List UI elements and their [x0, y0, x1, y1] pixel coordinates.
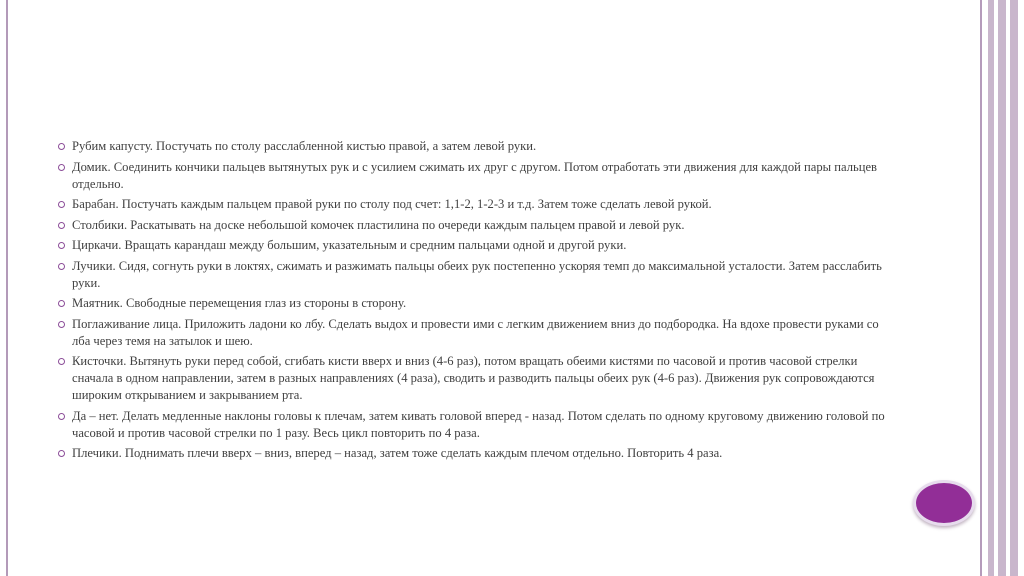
exercise-list: [58, 138, 888, 462]
list-item-text: Столбики. Раскатывать на доске небольшой комочек пластилина по очереди каждым пальцем правой и левой рук.: [72, 217, 685, 232]
bullet-icon: [58, 164, 65, 171]
list-item: [58, 258, 888, 292]
list-item-text: Плечики. Поднимать плечи вверх – вниз, вперед – назад, затем тоже сделать каждым плечом отдельно. Повторить 4 раза.: [72, 446, 723, 460]
list-item-text: Поглаживание лица. Приложить ладони ко лбу. Сделать выдох и провести ими с легким движением вниз до подбородка. На вдохе провести руками со лба через темя на затылок и шею.: [72, 316, 879, 348]
list-item-text: Кисточки. Вытянуть руки перед собой, сгибать кисти вверх и вниз (4-6 раз), потом вращать обеими кистями по часовой и против часовой стрелки сначала в одном направлении, затем в разных направлениях (4 раза), сводить и разводить пальцы обеих рук (4-6 раз). Движения рук сопровождаются широким открыванием и закрыванием рта.: [72, 354, 875, 402]
band-stripe: [1010, 0, 1018, 576]
list-item: [58, 408, 888, 442]
list-item: [58, 353, 888, 404]
list-item: [58, 159, 888, 193]
bullet-icon: [58, 263, 65, 270]
bullet-icon: [58, 450, 65, 457]
purple-circle-button[interactable]: [913, 480, 975, 526]
left-border-line: [6, 0, 8, 576]
bullet-icon: [58, 201, 65, 208]
bullet-icon: [58, 358, 65, 365]
bullet-icon: [58, 413, 65, 420]
list-item: [58, 138, 888, 155]
band-stripe: [998, 0, 1006, 576]
list-item-text: Домик. Соединить кончики пальцев вытянутых рук и с усилием сжимать их друг с другом. Потом отработать эти движения для каждой пары пальцев отдельно.: [72, 159, 878, 191]
bullet-icon: [58, 222, 65, 229]
bullet-icon: [58, 143, 65, 150]
list-item-text: Да – нет. Делать медленные наклоны головы к плечам, затем кивать головой вперед - назад. Потом сделать по одному круговому движению головой по часовой и против часовой стрелки по 1 разу. Весь цикл повторить по 4 раза.: [72, 408, 885, 440]
list-item: [58, 217, 888, 234]
list-item-text: Маятник. Свободные перемещения глаз из стороны в сторону.: [72, 296, 407, 310]
slide-content: [58, 138, 888, 466]
bullet-icon: [58, 242, 65, 249]
list-item: [58, 196, 888, 213]
list-item: [58, 295, 888, 312]
bullet-icon: [58, 300, 65, 307]
band-stripe: [1018, 0, 1024, 576]
list-item: [58, 316, 888, 350]
band-stripe: [980, 0, 982, 576]
list-item-text: Барабан. Постучать каждым пальцем правой руки по столу под счет: 1,1-2, 1-2-3 и т.д. Затем тоже сделать левой рукой.: [72, 197, 712, 211]
bullet-icon: [58, 321, 65, 328]
list-item: [58, 445, 888, 462]
list-item-text: Лучики. Сидя, согнуть руки в локтях, сжимать и разжимать пальцы обеих рук постепенно ускоряя темп до максимальной усталости. Затем расслабить руки.: [72, 258, 882, 290]
list-item: [58, 237, 888, 254]
list-item-text: Рубим капусту. Постучать по столу расслабленной кистью правой, а затем левой руки.: [72, 139, 537, 153]
list-item-text: Циркачи. Вращать карандаш между большим, указательным и средним пальцами одной и другой руки.: [72, 238, 627, 252]
